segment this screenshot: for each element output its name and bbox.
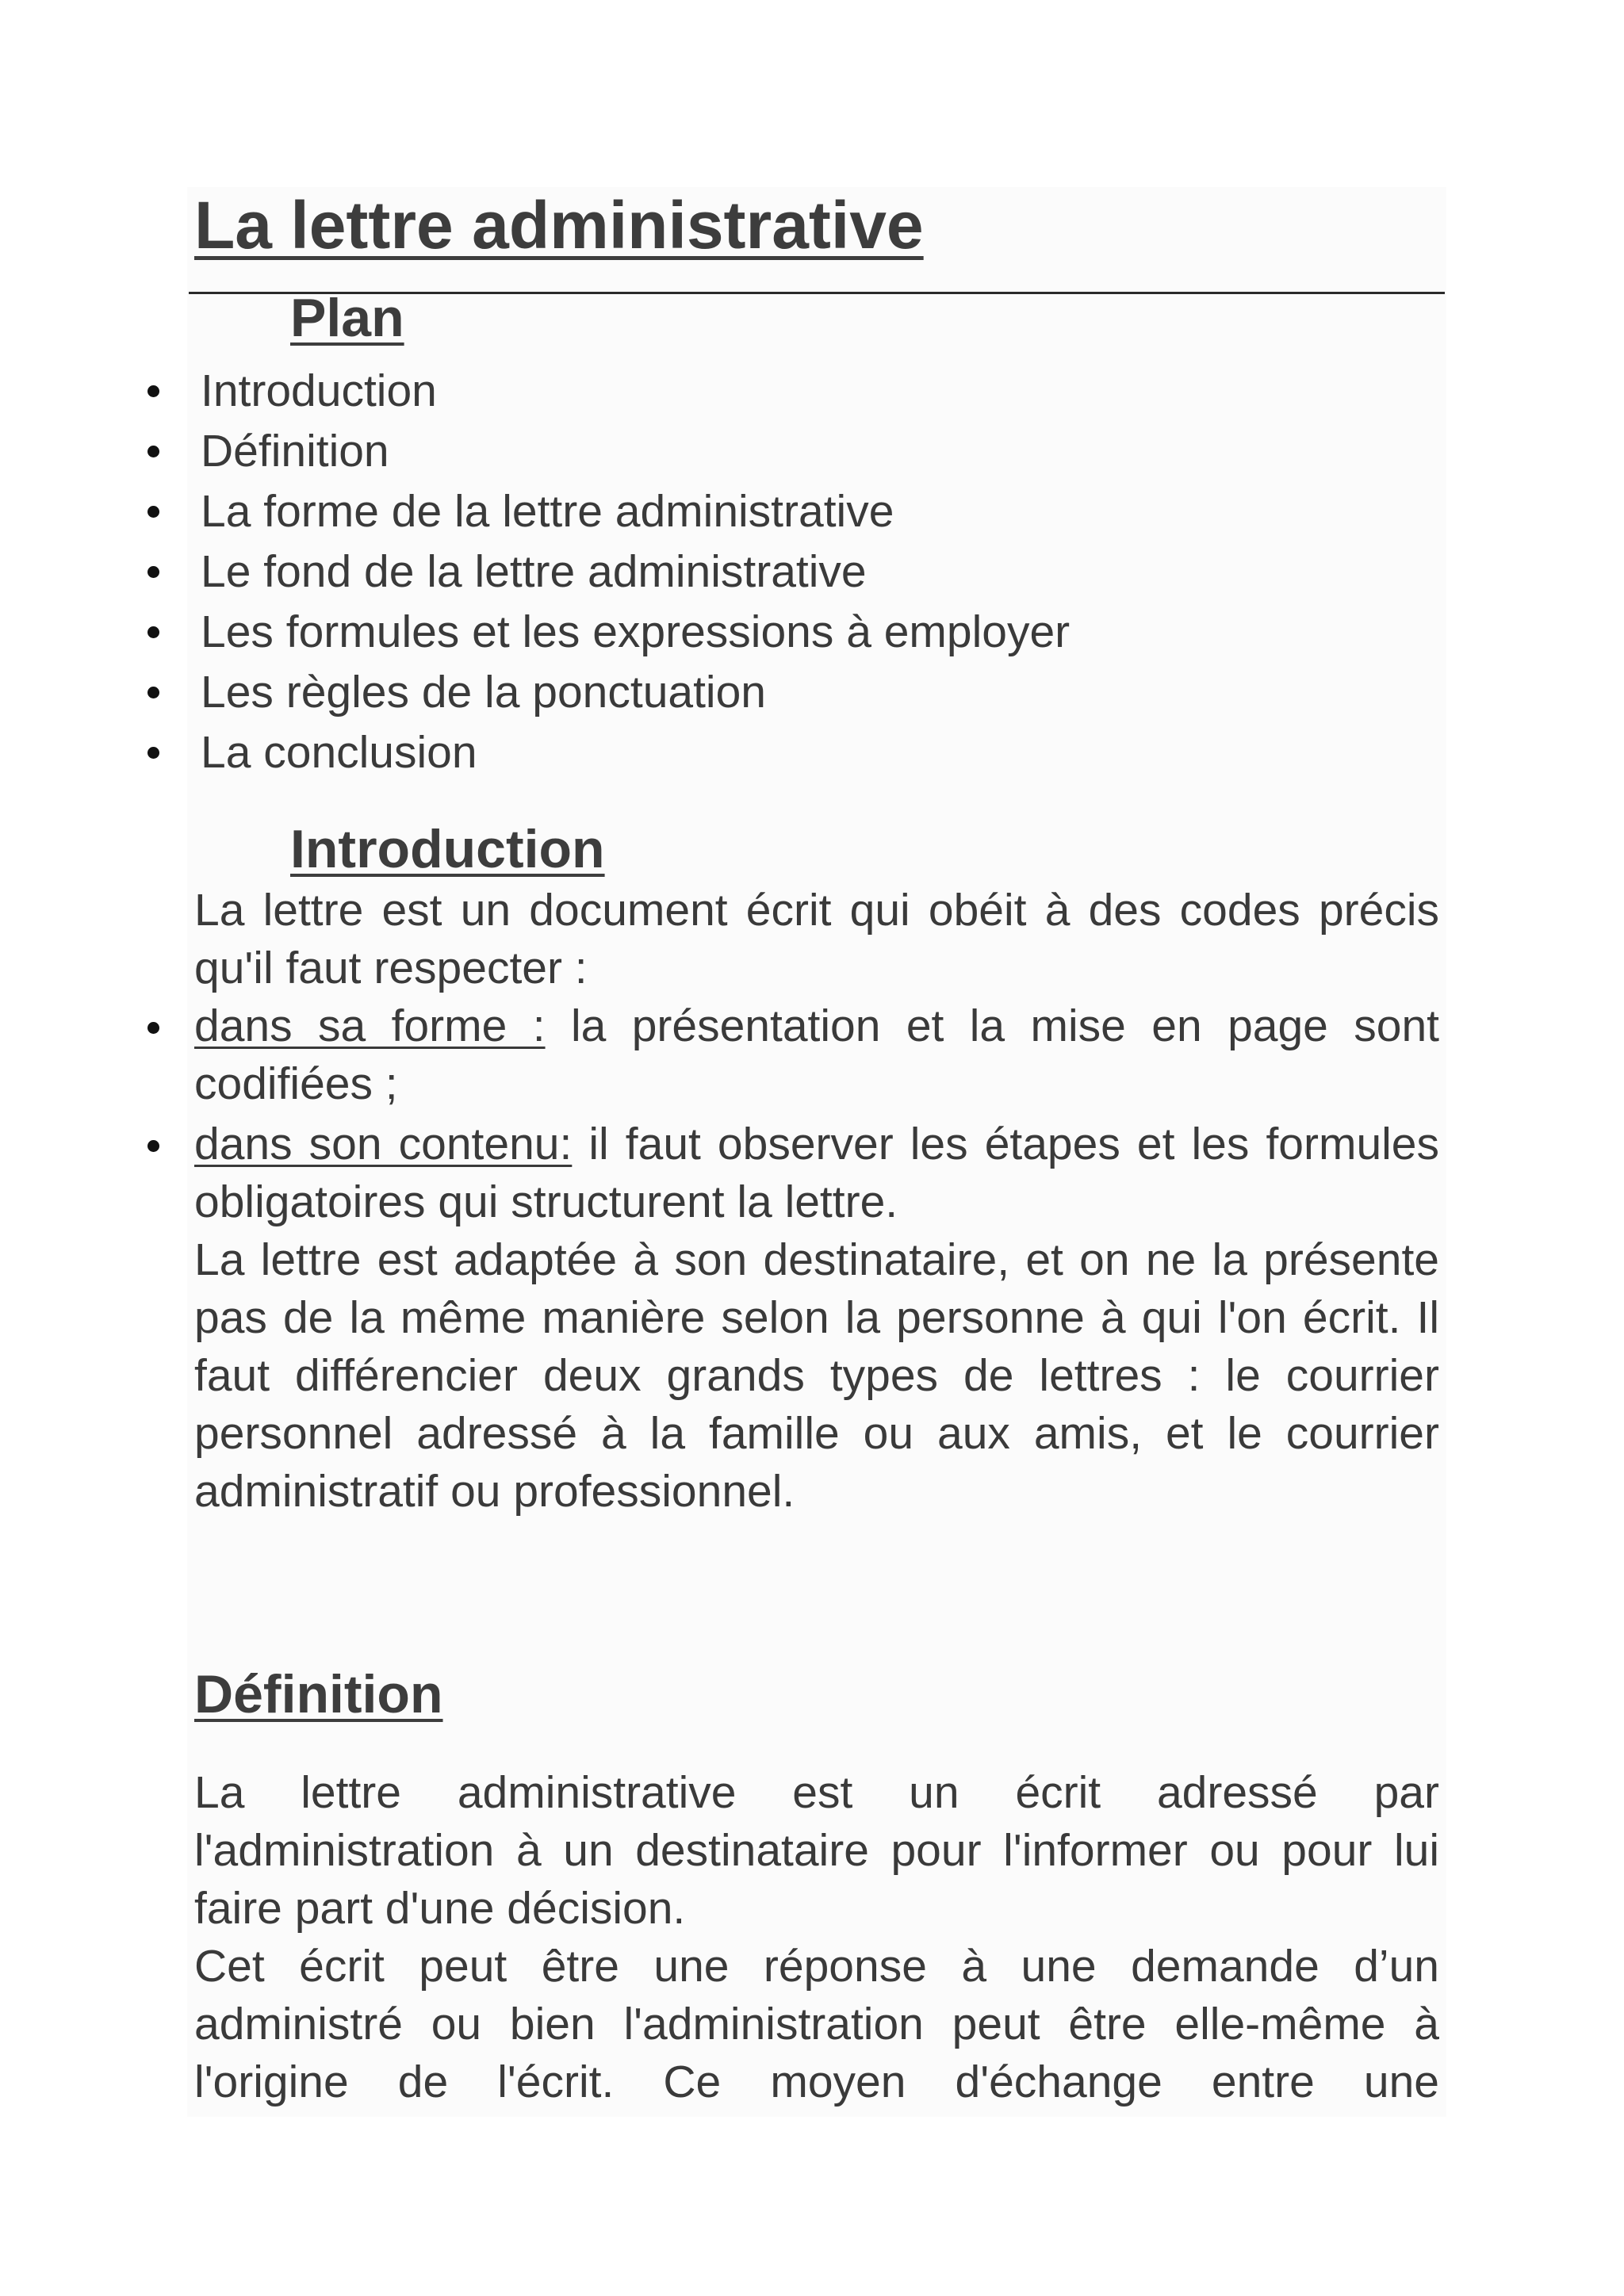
bullet-icon [147,506,159,518]
bullet-icon [147,566,159,578]
introduction-heading: Introduction [290,819,605,879]
bullet-icon [147,1140,159,1152]
bullet-icon [147,687,159,698]
plan-item: La forme de la lettre administrative [0,481,1070,541]
plan-item: Introduction [0,361,1070,421]
plan-item: Le fond de la lettre administrative [0,541,1070,602]
definition-heading: Définition [194,1664,443,1724]
bullet-icon [147,1022,159,1034]
bullet-icon [147,385,159,397]
bullet-icon [147,626,159,638]
plan-item: Les règles de la ponctuation [0,662,1070,722]
definition-paragraph-1: La lettre administrative est un écrit adressé par l'administration à un destinataire pour l'informer ou pour lui faire part d'une décision. [194,1767,1439,1934]
bullet-text: la présentation et la mise en page sont codifiées ; [194,1001,1440,1109]
definition-paragraph-2: Cet écrit peut être une réponse à une demande d’un administré ou bien l'administration peut être elle-même à l'origine de l'écrit. Ce moyen d'échange entre une [194,1941,1439,2107]
plan-list [0,361,1070,783]
plan-item: Les formules et les expressions à employer [0,602,1070,662]
plan-item: Définition [0,421,1070,481]
bullet-icon [147,446,159,457]
plan-heading: Plan [290,288,404,348]
document-title: La lettre administrative [194,188,924,262]
plan-item: La conclusion [0,722,1070,783]
introduction-bullet-content [194,1115,1439,1231]
introduction-paragraph: La lettre est adaptée à son destinataire, et on ne la présente pas de la même manière selon la personne à qui l'on écrit. Il faut différencier deux grands types de lettres : le courrier personnel adressé à la famille ou aux amis, et le courrier administratif ou professionnel. [194,1234,1439,1517]
introduction-bullet-form [194,997,1439,1113]
bullet-term: dans sa forme : [194,1001,546,1051]
introduction-lead: La lettre est un document écrit qui obéit à des codes précis qu'il faut respecter : [194,885,1439,993]
bullet-text: il faut observer les étapes et les formules obligatoires qui structurent la lettre. [194,1119,1440,1227]
bullet-icon [147,747,159,759]
bullet-term: dans son contenu: [194,1119,573,1169]
